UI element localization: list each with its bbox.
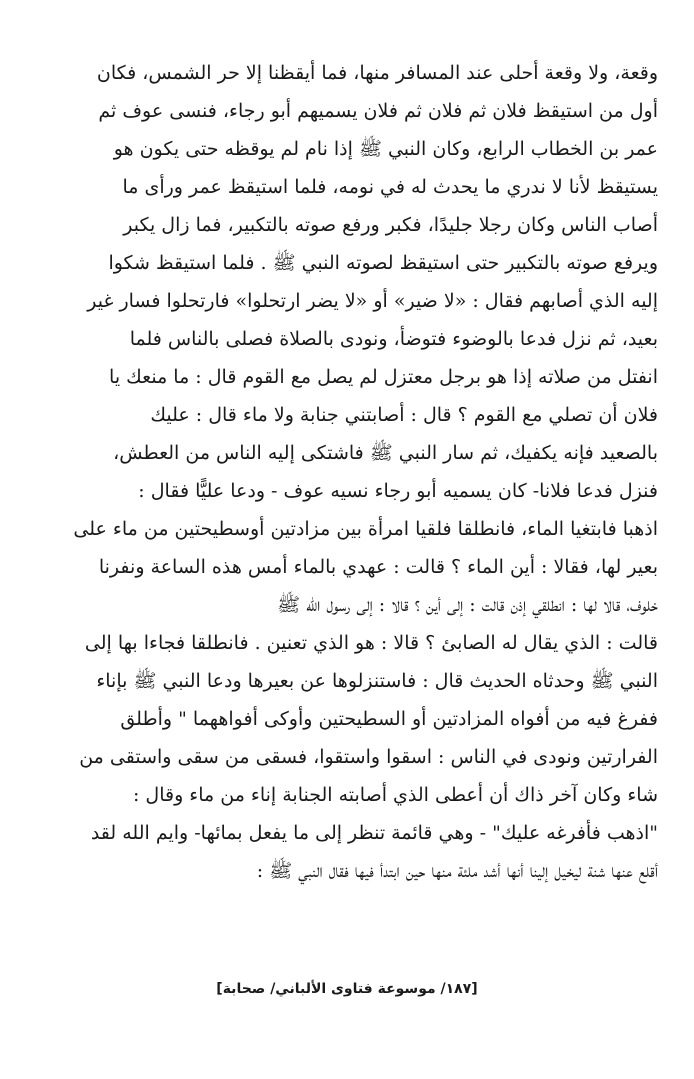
text-line: بعيد، ثم نزل فدعا بالوضوء فتوضأ، ونودى بالصلاة فصلى بالناس فلما xyxy=(129,328,658,350)
text-line: النبي ﷺ وحدثاه الحديث قال : فاستنزلوها عن بعيرها ودعا النبي ﷺ بإناء xyxy=(96,670,658,692)
text-line: فلان أن تصلي مع القوم ؟ قال : أصابتني جنابة ولا ماء قال : عليك xyxy=(150,404,658,426)
text-line: أقلع عنها شنة ليخيل إلينا أنها أشد ملئة منها حين ابتدأ فيها فقال النبي ﷺ : xyxy=(256,860,658,882)
text-line: قالت : الذي يقال له الصابئ ؟ قالا : هو الذي تعنين . فانطلقا فجاءا بها إلى xyxy=(84,632,658,654)
text-line: فنزل فدعا فلانا- كان يسميه أبو رجاء نسيه عوف - ودعا عليًّا فقال : xyxy=(138,480,658,502)
text-line: ففرغ فيه من أفواه المزادتين أو السطيحتين وأوكى أفواههما " وأطلق xyxy=(120,708,658,730)
page-footer: [١٨٧/ موسوعة فتاوى الألباني/ صحابة] xyxy=(216,981,478,997)
text-line: عمر بن الخطاب الرابع، وكان النبي ﷺ إذا نام لم يوقظه حتى يكون هو xyxy=(113,138,658,160)
text-line: شاء وكان آخر ذاك أن أعطى الذي أصابته الجنابة إناء من ماء وقال : xyxy=(132,784,658,806)
text-line: الفرارتين ونودى في الناس : اسقوا واستقوا، فسقى من سقى واستقى من xyxy=(79,746,658,768)
text-line: ويرفع صوته بالتكبير حتى استيقظ لصوته النبي ﷺ . فلما استيقظ شكوا xyxy=(108,252,658,274)
text-line: انفتل من صلاته إذا هو برجل معتزل لم يصل مع القوم قال : ما منعك يا xyxy=(109,366,658,388)
text-line: يستيقظ لأنا لا ندري ما يحدث له في نومه، فلما استيقظ عمر ورأى ما xyxy=(122,176,658,198)
body-text xyxy=(52,54,658,890)
text-line: وقعة، ولا وقعة أحلى عند المسافر منها، فما أيقظنا إلا حر الشمس، فكان xyxy=(96,62,658,84)
text-line: بالصعيد فإنه يكفيك، ثم سار النبي ﷺ فاشتكى إليه الناس من العطش، xyxy=(113,442,658,464)
text-line: بعير لها، فقالا : أين الماء ؟ قالت : عهدي بالماء أمس هذه الساعة ونفرنا xyxy=(98,556,658,578)
text-line: أصاب الناس وكان رجلا جليدًا، فكبر ورفع صوته بالتكبير، فما زال يكبر xyxy=(123,214,658,236)
text-line: خلوف، قالا لها : انطلقي إذن قالت : إلى أين ؟ قالا : إلى رسول الله ﷺ xyxy=(277,594,658,616)
text-line: أول من استيقظ فلان ثم فلان ثم فلان يسميهم أبو رجاء، فنسى عوف ثم xyxy=(98,100,658,122)
text-line: "اذهب فأفرغه عليك" - وهي قائمة تنظر إلى ما يفعل بمائها- وايم الله لقد xyxy=(90,822,658,844)
text-line: اذهبا فابتغيا الماء، فانطلقا فلقيا امرأة بين مزادتين أوسطيحتين من ماء على xyxy=(73,518,658,540)
text-line: إليه الذي أصابهم فقال : «لا ضير» أو «لا يضر ارتحلوا» فارتحلوا فسار غير xyxy=(87,290,658,312)
